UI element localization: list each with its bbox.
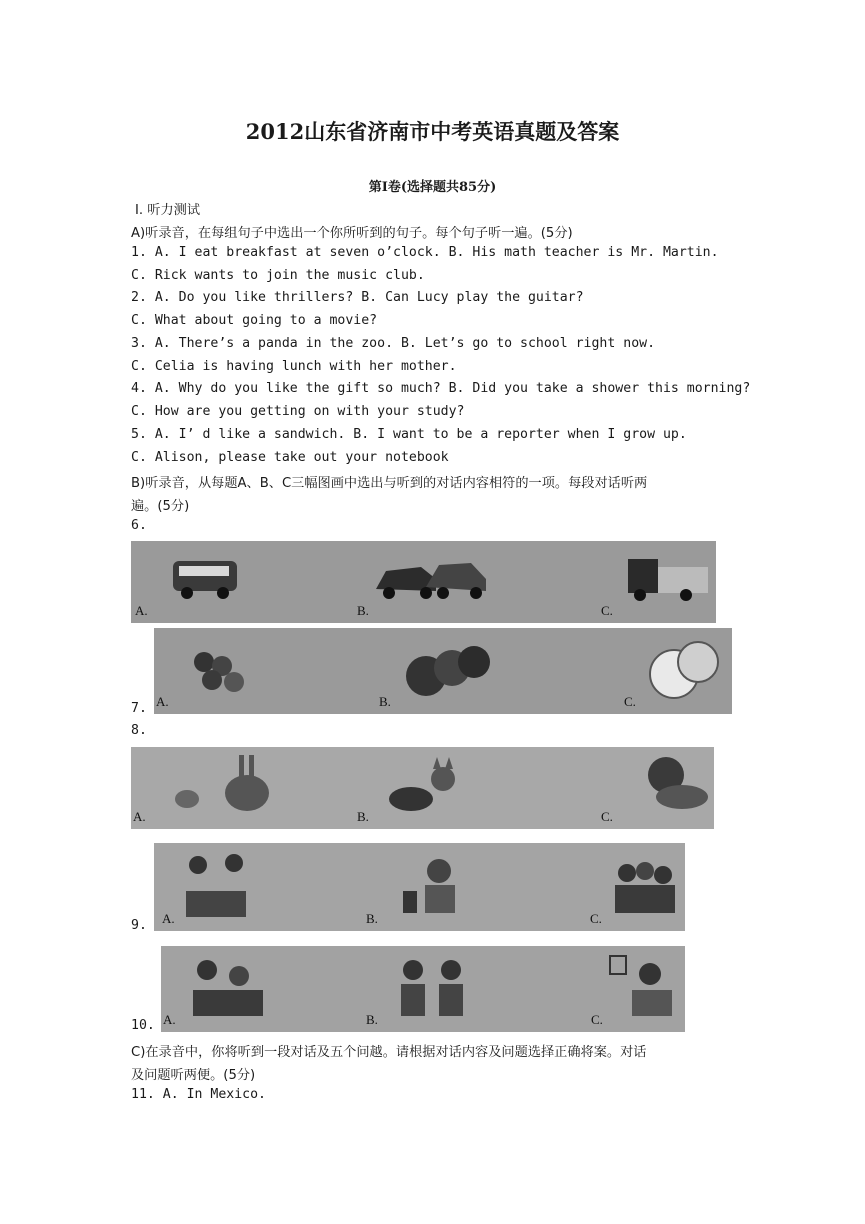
q7-picture-strip <box>154 628 732 714</box>
option-a-label: A. <box>163 1012 176 1027</box>
option-b-label: B. <box>379 694 391 709</box>
family-dinner-icon <box>176 847 256 923</box>
question-line: C. Rick wants to join the music club. <box>131 268 425 283</box>
cars-icon <box>371 549 491 604</box>
question-number-7: 7. <box>131 701 147 716</box>
option-a-label: A. <box>162 911 175 926</box>
option-b-label: B. <box>357 809 369 824</box>
option-c-label: C. <box>601 809 613 824</box>
cats-icon <box>381 755 471 819</box>
part-a-instructions: A)听录音，在每组句子中选出一个你所听到的句子。每个句子听一遍。(5分) <box>131 226 573 241</box>
q6-picture-strip <box>131 541 716 623</box>
question-number-8: 8. <box>131 723 147 738</box>
option-c-label: C. <box>624 694 636 709</box>
question-line: 4. A. Why do you like the gift so much? B. Did you take a shower this morning? <box>131 381 751 396</box>
option-b-label: B. <box>366 1012 378 1027</box>
option-c-label: C. <box>590 911 602 926</box>
option-c-label: C. <box>601 603 613 618</box>
q10-picture-strip <box>161 946 685 1032</box>
group-photo-icon <box>609 853 679 917</box>
part-c-instructions-cont: 及问题听两便。(5分) <box>131 1068 256 1083</box>
section-heading: 第Ⅰ卷(选择题共85分) <box>368 180 497 195</box>
girl-at-desk-icon <box>606 952 676 1024</box>
question-line: C. Alison, please take out your notebook <box>131 450 449 465</box>
page-title: 2012山东省济南市中考英语真题及答案 <box>245 119 620 144</box>
lion-icon <box>636 751 711 821</box>
oranges-icon <box>644 634 724 706</box>
rabbits-icon <box>167 753 277 819</box>
question-11: 11. A. In Mexico. <box>131 1087 266 1102</box>
bus-icon <box>171 553 241 603</box>
truck-icon <box>626 547 711 603</box>
question-line: 1. A. I eat breakfast at seven o’clock. B. His math teacher is Mr. Martin. <box>131 245 719 260</box>
kids-playing-icon <box>183 950 273 1024</box>
question-line: 5. A. I’ d like a sandwich. B. I want to be a reporter when I grow up. <box>131 427 687 442</box>
q9-picture-strip <box>154 843 685 931</box>
question-line: C. How are you getting on with your study? <box>131 404 465 419</box>
option-a-label: A. <box>133 809 146 824</box>
question-line: 3. A. There’s a panda in the zoo. B. Let’s go to school right now. <box>131 336 656 351</box>
question-line: 2. A. Do you like thrillers? B. Can Lucy play the guitar? <box>131 290 584 305</box>
option-a-label: A. <box>135 603 148 618</box>
question-number-6: 6. <box>131 518 147 533</box>
option-b-label: B. <box>366 911 378 926</box>
option-b-label: B. <box>357 603 369 618</box>
question-number-10: 10. <box>131 1018 155 1033</box>
family-walking-icon <box>393 952 478 1022</box>
listening-heading: Ⅰ. 听力测试 <box>135 203 201 218</box>
part-b-instructions: B)听录音，从每题A、B、C三幅图画中选出与听到的对话内容相符的一项。每段对话听两 <box>131 476 648 491</box>
part-c-instructions: C)在录音中，你将听到一段对话及五个问越。请根据对话内容及问题选择正确将案。对话 <box>131 1045 647 1060</box>
part-b-instructions-cont: 遍。(5分) <box>131 499 190 514</box>
option-c-label: C. <box>591 1012 603 1027</box>
question-line: C. Celia is having lunch with her mother. <box>131 359 457 374</box>
option-a-label: A. <box>156 694 169 709</box>
q8-picture-strip <box>131 747 714 829</box>
people-talking-icon <box>399 849 469 921</box>
grapes-icon <box>184 642 264 702</box>
question-number-9: 9. <box>131 918 147 933</box>
tomatoes-icon <box>404 632 494 708</box>
question-line: C. What about going to a movie? <box>131 313 378 328</box>
